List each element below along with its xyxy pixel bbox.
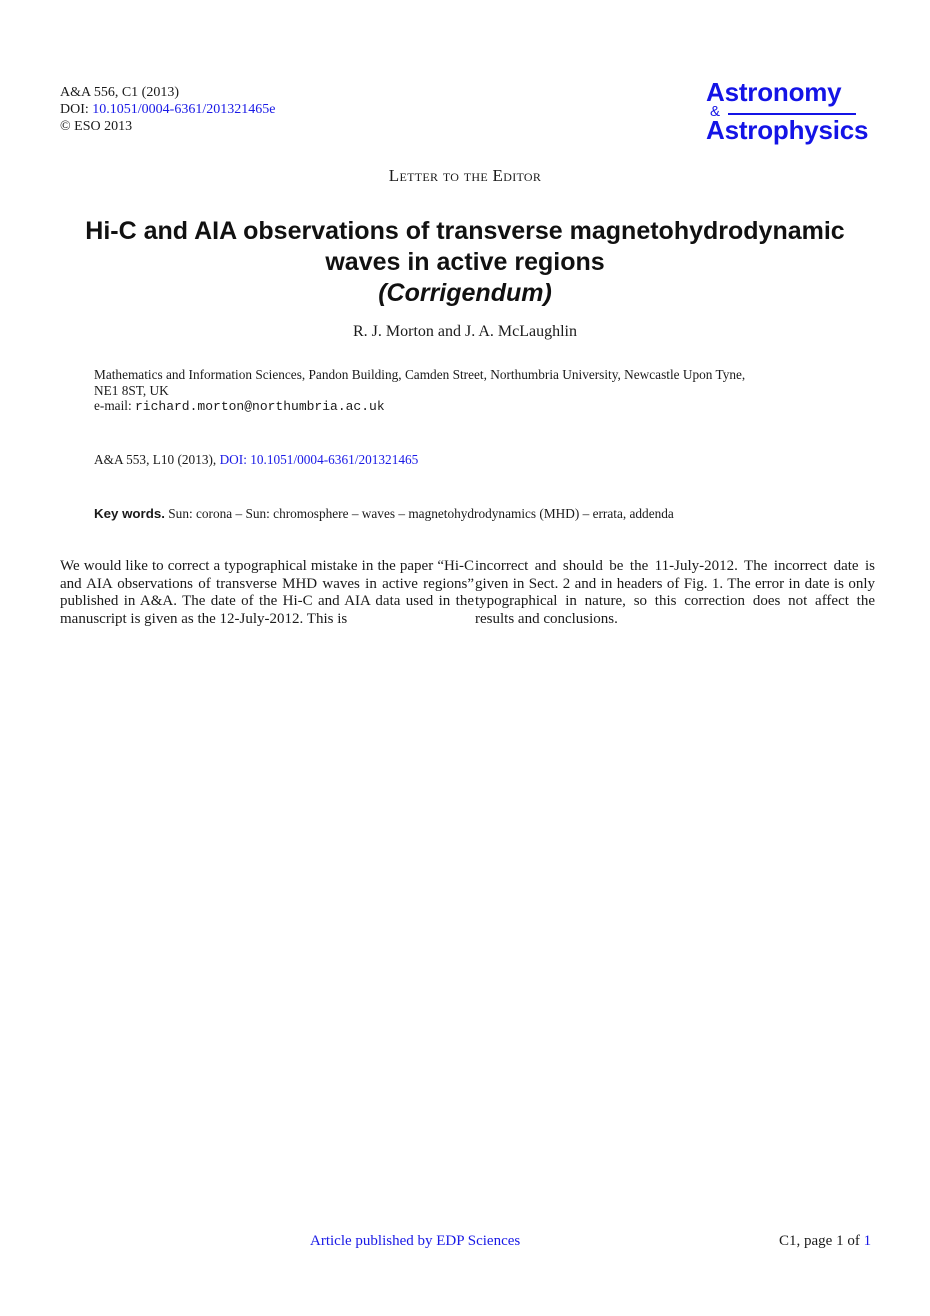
page-total-link[interactable]: 1 (863, 1233, 872, 1249)
section-label: Letter to the Editor (388, 166, 542, 185)
affiliation-line-1: Mathematics and Information Sciences, Pandon Building, Camden Street, Northumbria University, Newcastle Upon Tyne, (94, 367, 746, 382)
keywords (94, 506, 674, 522)
logo-astronomy: Astronomy (706, 77, 842, 107)
journal-logo (706, 78, 876, 144)
logo-rule (728, 113, 856, 115)
affiliation (94, 367, 814, 415)
original-citation: A&A 553, L10 (2013), (94, 452, 217, 467)
title-line-2: waves in active regions (325, 248, 605, 276)
article-meta (60, 84, 275, 135)
affiliation-line-2: NE1 8ST, UK (94, 382, 169, 398)
body-column-2: incorrect and should be the 11-July-2012. The incorrect date is given in Sect. 2 and in headers of Fig. 1. The error in date is only typographical in nature, so this correction does not affect the results and conclusions. (475, 558, 875, 627)
title-corrigendum: (Corrigendum) (378, 279, 552, 307)
logo-astrophysics: Astrophysics (706, 115, 869, 145)
email-address[interactable]: richard.morton@northumbria.ac.uk (135, 399, 385, 414)
article-title (0, 216, 930, 309)
logo-ampersand: & (710, 103, 721, 120)
body-column-1: We would like to correct a typographical mistake in the paper “Hi-C and AIA observations of transverse MHD waves in active regions” published in A&A. The date of the Hi-C and AIA data used in the manuscript is given as the 12-July-2012. This is (60, 558, 474, 627)
copyright: © ESO 2013 (60, 119, 133, 134)
page-prefix: C1, page 1 of (779, 1233, 860, 1249)
keywords-text: Sun: corona – Sun: chromosphere – waves – magnetohydrodynamics (MHD) – errata, addenda (168, 506, 674, 521)
citation: A&A 556, C1 (2013) (60, 85, 179, 100)
keywords-label: Key words. (94, 506, 165, 521)
original-doi-link[interactable]: DOI: 10.1051/0004-6361/201321465 (219, 452, 419, 467)
original-reference (94, 452, 418, 468)
doi-line (60, 101, 275, 118)
doi-link[interactable]: 10.1051/0004-6361/201321465e (92, 102, 276, 117)
page-number (779, 1233, 871, 1250)
doi-label: DOI: (60, 102, 89, 117)
email-line (94, 398, 814, 415)
authors: R. J. Morton and J. A. McLaughlin (353, 323, 577, 340)
title-line-1: Hi-C and AIA observations of transverse magnetohydrodynamic (85, 217, 845, 245)
publisher-link[interactable]: Article published by EDP Sciences (310, 1233, 521, 1249)
email-label: e-mail: (94, 398, 132, 413)
